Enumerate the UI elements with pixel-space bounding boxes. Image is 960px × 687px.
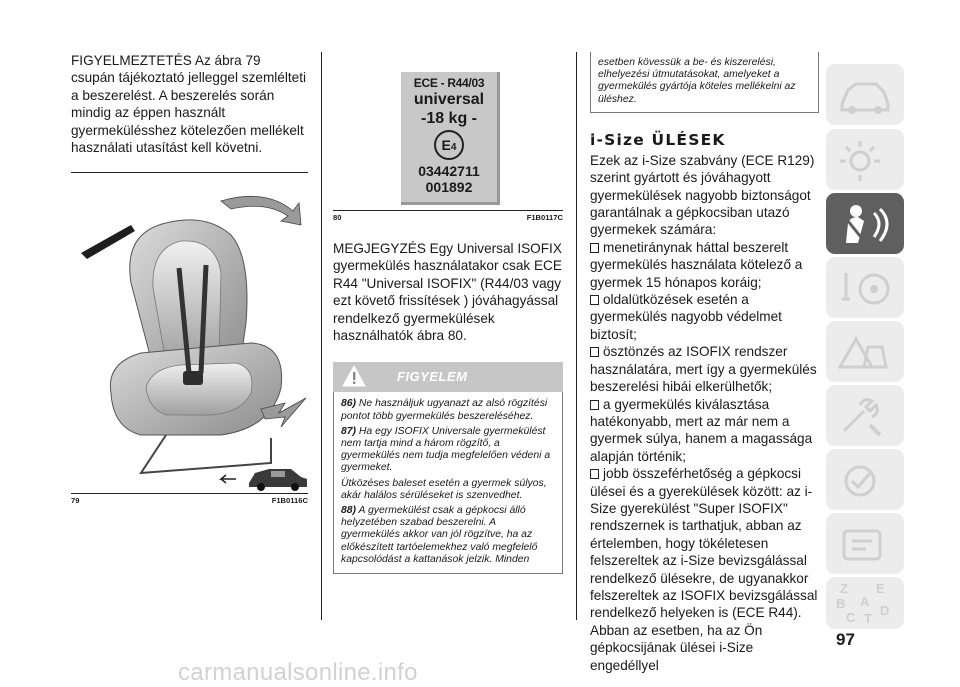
label-weight: -18 kg - (420, 110, 477, 127)
tab-index[interactable] (826, 577, 904, 629)
index-letter: C (846, 610, 856, 625)
bullet-item: menetiránynak háttal beszerelt gyermekülés használata kötelező a gyermek 15 hónapos koráig; (590, 239, 803, 290)
figure-bottom-rule (71, 493, 308, 494)
child-seat-illustration (71, 173, 308, 493)
warning-item-88: 88) A gyermekülést csak a gépkocsi álló helyzetében szabad beszerelni. A gyermekülés akkor van jól rögzítve, ha az előkészített tartóelemekhez való megfelelő kapcsolódást a kattanások jelzik. Minden (341, 505, 538, 565)
warning-body (333, 392, 563, 574)
column-divider (576, 52, 577, 620)
index-letter: D (880, 603, 890, 618)
figure-number: 80 (333, 213, 342, 222)
bullet-item: a gyermekülés kiválasztása hatékonyabb, mert az már nem a gyermek súlya, hanem a magassága alapján történik; (590, 396, 813, 464)
warning-continuation: esetben kövessük a be- és kiszerelési, elhelyezési útmutatásokat, amelyeket a gyermekülés gyártója köteles mellékelni az üléshez. (590, 52, 819, 113)
figure-code: F1B0117C (526, 213, 563, 222)
warning-header (333, 362, 563, 392)
index-letters (836, 581, 896, 625)
tab-warning-lights[interactable] (826, 129, 904, 190)
note-paragraph: MEGJEGYZÉS Egy Universal ISOFIX gyermekülés használatakor csak ECE R44 "Universal ISOFIX" (R44/03 vagy ezt követő frissítések ) jóváhagyással rendelkező gyermekülések használhatók ábra 80. (333, 241, 562, 344)
figure-bottom-rule (333, 210, 563, 211)
warning-lights-icon (834, 135, 896, 185)
index-letter: B (836, 596, 846, 611)
tab-multimedia[interactable] (826, 513, 904, 574)
column-middle (333, 52, 563, 574)
tab-technical-data[interactable] (826, 449, 904, 510)
figure-80 (333, 52, 563, 210)
figure-code: F1B0116C (271, 496, 308, 506)
page-number: 97 (836, 630, 855, 649)
bullet-square-icon (590, 347, 599, 357)
bullet-square-icon (590, 243, 599, 253)
label-approval-number: 03442711 (418, 163, 480, 179)
e-mark-letter: E (441, 137, 451, 153)
bullet-square-icon (590, 295, 599, 305)
section-title: i-Size ÜLÉSEK (590, 130, 726, 149)
e-mark (434, 130, 464, 160)
tab-starting-driving[interactable] (826, 257, 904, 318)
label-universal: universal (413, 91, 485, 108)
figure-80-caption (333, 213, 563, 222)
approval-label (401, 72, 500, 205)
warning-item-87: 87) Ha egy ISOFIX Universale gyermekülést nem tartja mind a három rögzítő, a gyermekülés nem tudja megfelelően védeni a gyermeket. (341, 425, 551, 474)
seatbelt-airbag-icon (834, 199, 896, 249)
tab-maintenance[interactable] (826, 385, 904, 446)
figure-79 (71, 173, 308, 493)
service-icon (834, 455, 896, 505)
figure-79-caption (71, 496, 308, 505)
index-letter: A (860, 594, 870, 609)
road-warning-icon (834, 327, 896, 377)
index-letter: E (876, 581, 885, 596)
tab-emergency[interactable] (826, 321, 904, 382)
bullet-square-icon (590, 469, 599, 479)
warning-item-87b: Ütközéses baleset esetén a gyermek súlyos, akár halálos sérüléseket is szenvedhet. (341, 477, 547, 501)
label-ece: ECE - R44/03 (413, 76, 485, 90)
tab-safety[interactable] (826, 193, 904, 254)
column-divider (321, 52, 322, 620)
index-letter: Z (840, 581, 848, 596)
intro-paragraph: FIGYELMEZTETÉS Az ábra 79 csupán tájékoztató jelleggel szemlélteti a beszerelést. A beszerelés során mindig az éppen használt gyermekülésshez kötelezően mellékelt használati utasítást kell követni. (71, 53, 307, 156)
bullet-item: jobb összeférhetőség a gépkocsi ülései és a gyerekülések között: az i-Size gyerekülést "Super ISOFIX" rendszernek is tarthatjuk, abban az értelemben, hogy tökéletesen felszereltek az i-Size bevizsgálással rendelkező ülésekre, de ugyanakkor felszereltek az ISOFIX bevizsgálással rendelkező helyeken is (ECE R44). Abban az esetben, ha az Ön gépkocsijának ülései i-Size engedéllyel (590, 466, 818, 673)
e-mark-number: 4 (450, 142, 457, 153)
bullet-square-icon (590, 400, 599, 410)
warning-title: FIGYELEM (397, 369, 468, 385)
index-letter: T (864, 611, 872, 626)
key-steering-icon (834, 263, 896, 313)
label-serial: 001892 (425, 179, 473, 195)
tab-car-overview[interactable] (826, 64, 904, 125)
tools-icon (834, 391, 896, 441)
column-left (71, 52, 308, 505)
warning-triangle-icon (341, 364, 367, 388)
warning-item-86: 86) Ne használjuk ugyanazt az alsó rögzítési pontot több gyermekülés beszereléséhez. (341, 398, 548, 422)
figure-number: 79 (71, 496, 80, 506)
section-intro: Ezek az i-Size szabvány (ECE R129) szerint gyártott és jóváhagyott gyermekülések nagyobb biztonságot garantálnak a gépkocsiban utazó gyermekek számára: (590, 152, 815, 238)
bullet-item: oldalütközések esetén a gyermekülés nagyobb védelmet biztosít; (590, 292, 782, 342)
index-icon (834, 519, 896, 569)
car-icon (834, 70, 896, 120)
watermark: carmanualsonline.info (178, 659, 418, 686)
bullet-item: ösztönzés az ISOFIX rendszer használatára, mert így a gyermekülés beszerelési hibái elkerülhetők; (590, 344, 817, 395)
column-right (590, 52, 819, 674)
